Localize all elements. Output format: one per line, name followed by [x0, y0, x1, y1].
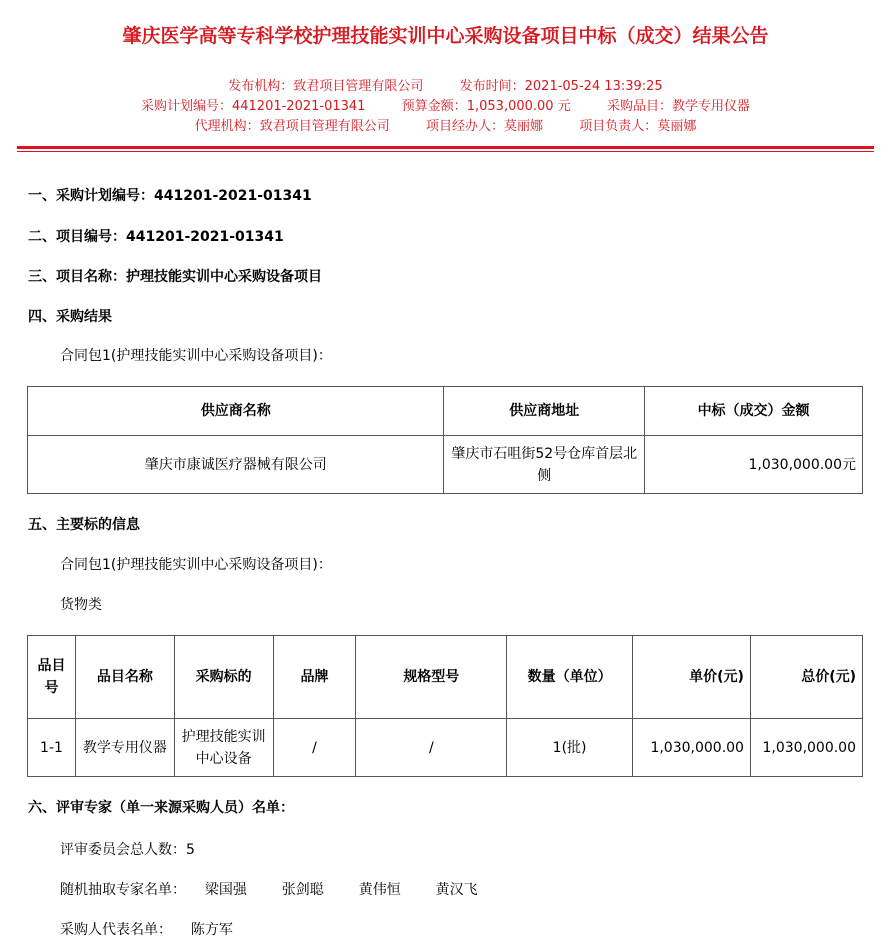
item-no: 1-1 [28, 719, 76, 777]
publisher-label: 发布机构： [228, 79, 294, 94]
budget-value: 1,053,000.00 元 [466, 99, 571, 114]
items-type-label: 货物类 [60, 597, 102, 613]
meta-line-1 [0, 78, 891, 96]
result-table [27, 386, 863, 494]
section-items-heading: 五、主要标的信息 [28, 517, 140, 533]
expert-name: 黄伟恒 [358, 882, 401, 898]
items-table [27, 635, 863, 777]
budget-label: 预算金额： [401, 99, 467, 114]
award-amount: 1,030,000.00元 [645, 436, 863, 494]
result-package-label: 合同包1(护理技能实训中心采购设备项目)： [60, 348, 332, 364]
items-package-label: 合同包1(护理技能实训中心采购设备项目)： [60, 557, 332, 573]
result-table-header [28, 387, 863, 436]
section-project-name: 三、项目名称：护理技能实训中心采购设备项目 [28, 269, 322, 285]
section-plan-no: 一、采购计划编号：441201-2021-01341 [28, 188, 312, 204]
publisher-value: 致君项目管理有限公司 [293, 79, 424, 94]
section-project-no: 二、项目编号：441201-2021-01341 [28, 229, 284, 245]
purchaser-rep-name: 陈方军 [190, 922, 233, 938]
handler-label: 项目经办人： [425, 119, 504, 134]
committee-total-value: 5 [186, 842, 195, 858]
item-total-price: 1,030,000.00 [750, 719, 862, 777]
manager-label: 项目负责人： [579, 119, 658, 134]
table-row [28, 436, 863, 494]
header-cell: 数量（单位） [507, 636, 633, 719]
page-title: 肇庆医学高等专科学校护理技能实训中心采购设备项目中标（成交）结果公告 [122, 25, 769, 47]
expert-name: 黄汉飞 [435, 882, 478, 898]
agency-label: 代理机构： [194, 119, 260, 134]
header-divider-thick [17, 146, 874, 149]
header-cell: 供应商地址 [444, 387, 645, 436]
supplier-address: 肇庆市石咀街52号仓库首层北侧 [444, 436, 645, 494]
manager-value: 莫丽娜 [657, 119, 697, 134]
meta-line-2 [0, 98, 891, 116]
publish-time-label: 发布时间： [459, 79, 525, 94]
header-cell: 品牌 [273, 636, 356, 719]
plan-no-value: 441201-2021-01341 [231, 99, 366, 114]
purchaser-rep-label: 采购人代表名单： [60, 922, 172, 938]
table-row [28, 719, 863, 777]
plan-no-label: 采购计划编号： [140, 99, 232, 114]
header-cell: 中标（成交）金额 [645, 387, 863, 436]
header-cell: 规格型号 [356, 636, 507, 719]
purchaser-rep [60, 920, 233, 940]
category-value: 教学专用仪器 [672, 99, 751, 114]
header-cell: 总价(元) [750, 636, 862, 719]
header-divider-thin [17, 151, 874, 152]
item-quantity: 1(批) [507, 719, 633, 777]
agency-value: 致君项目管理有限公司 [259, 119, 390, 134]
header-cell: 供应商名称 [28, 387, 444, 436]
item-unit-price: 1,030,000.00 [632, 719, 750, 777]
handler-value: 莫丽娜 [504, 119, 544, 134]
supplier-name: 肇庆市康诚医疗器械有限公司 [28, 436, 444, 494]
expert-list-label: 随机抽取专家名单： [60, 882, 186, 898]
header-cell: 品目名称 [75, 636, 174, 719]
section-result-heading: 四、采购结果 [28, 309, 112, 325]
expert-name: 张剑聪 [281, 882, 324, 898]
section-experts-heading: 六、评审专家（单一来源采购人员）名单： [28, 800, 294, 816]
header-cell: 品目号 [28, 636, 76, 719]
item-subject: 护理技能实训中心设备 [174, 719, 273, 777]
expert-list [60, 880, 478, 900]
category-label: 采购品目： [606, 99, 672, 114]
item-name: 教学专用仪器 [75, 719, 174, 777]
meta-line-3 [0, 118, 891, 136]
publish-time-value: 2021-05-24 13:39:25 [524, 79, 663, 94]
header-cell: 单价(元) [632, 636, 750, 719]
committee-total [60, 840, 195, 860]
item-spec: / [356, 719, 507, 777]
items-table-header [28, 636, 863, 719]
header-cell: 采购标的 [174, 636, 273, 719]
item-brand: / [273, 719, 356, 777]
expert-name: 梁国强 [204, 882, 247, 898]
committee-total-label: 评审委员会总人数： [60, 842, 186, 858]
